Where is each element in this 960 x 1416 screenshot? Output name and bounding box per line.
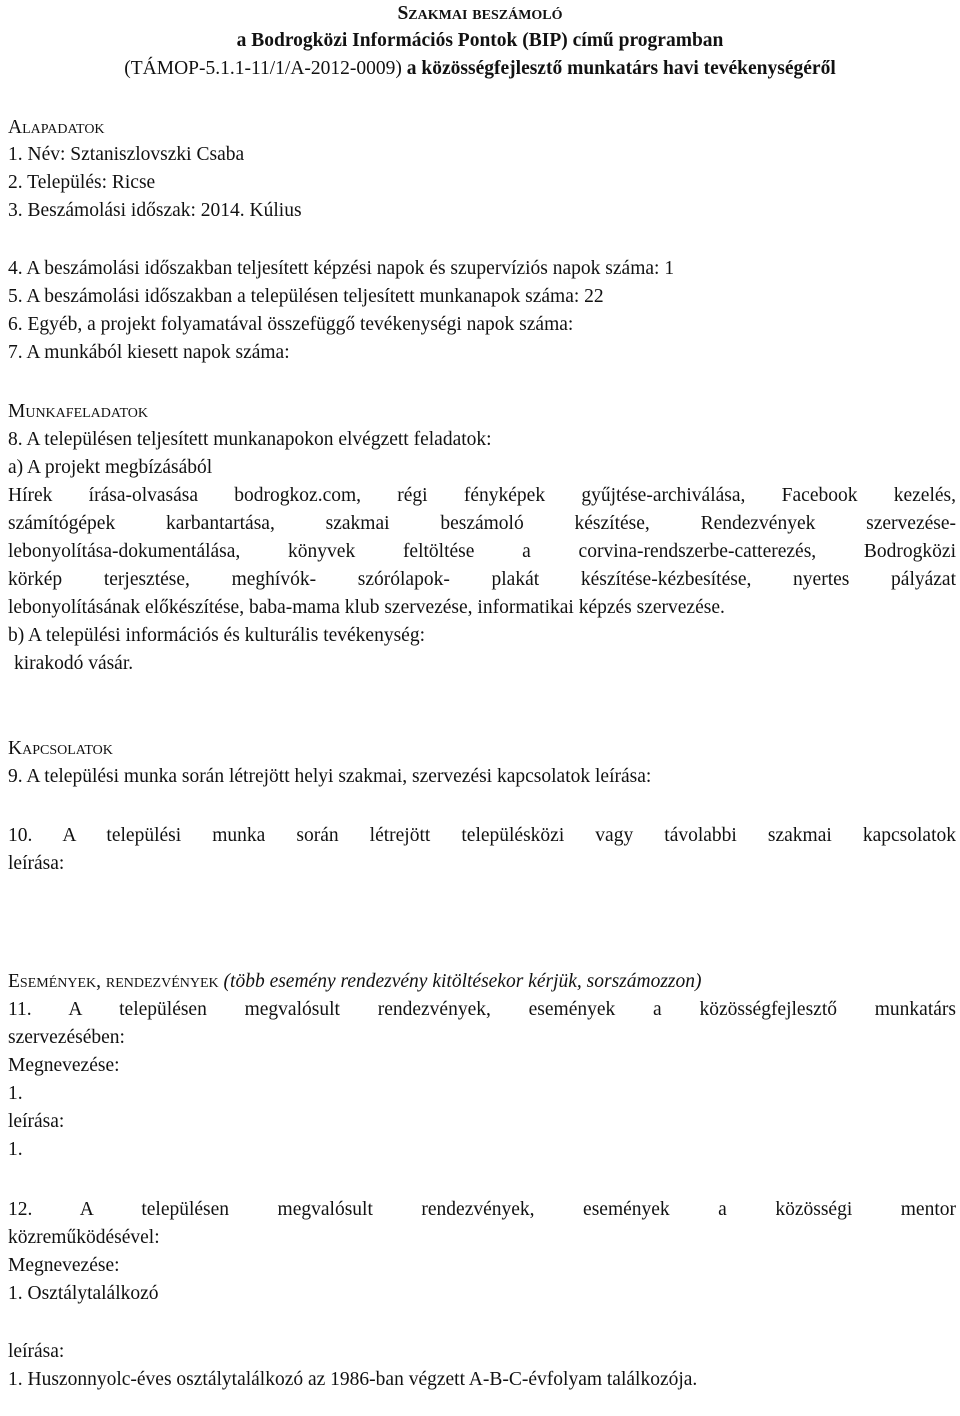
field-nev: 1. Név: Sztaniszlovszki Csaba [8,144,245,165]
task-line: lebonyolításának előkészítése, baba-mama klub szervezése, informatikai képzés szervezése. [8,597,725,618]
subsection-b-value: kirakodó vásár. [14,653,134,674]
question-9: 9. A települési munka során létrejött helyi szakmai, szervezési kapcsolatok leírása: [8,766,652,787]
leiras-label: leírása: [8,1111,65,1132]
document-subtitle-2 [0,55,960,83]
project-code: (TÁMOP-5.1.1-11/1/A-2012-0009) [124,58,402,79]
field-kepzesi-napok: 4. A beszámolási időszakban teljesített képzési napok és szupervíziós napok száma: 1 [8,258,675,279]
megnevezes-label: Megnevezése: [8,1255,120,1276]
subtitle-rest: a közösségfejlesztő munkatárs havi tevékenységéről [401,58,836,79]
field-egyeb-napok: 6. Egyéb, a projekt folyamatával összefüggő tevékenységi napok száma: [8,314,574,335]
subsection-b-label: b) A települési információs és kulturális tevékenység: [8,625,425,646]
question-10: 10. A települési munka során létrejött településközi vagy távolabbi szakmai kapcsolatok [8,825,956,846]
field-telepules: 2. Település: Ricse [8,172,156,193]
section-heading-kapcsolatok: Kapcsolatok [8,738,113,759]
list-item: 1. Huszonnyolc-éves osztálytalálkozó az 1986-ban végzett A-B-C-évfolyam találkozója. [8,1369,698,1390]
esemenyek-title: Események, rendezvények [8,971,219,992]
esemenyek-note: (több esemény rendezvény kitöltésekor kérjük, sorszámozzon) [218,971,702,992]
question-11-cont: szervezésében: [8,1027,125,1048]
list-item: 1. [8,1139,23,1160]
subsection-a-label: a) A projekt megbízásából [8,457,213,478]
list-item: 1. [8,1083,23,1104]
field-munkanapok: 5. A beszámolási időszakban a településen teljesített munkanapok száma: 22 [8,286,604,307]
question-12: 12. A településen megvalósult rendezvények, események a közösségi mentor [8,1199,956,1220]
leiras-label: leírása: [8,1341,65,1362]
question-11: 11. A településen megvalósult rendezvények, események a közösségfejlesztő munkatárs [8,999,956,1020]
task-line: számítógépek karbantartása, szakmai beszámoló készítése, Rendezvények szervezése- [8,513,956,534]
task-line: lebonyolítása-dokumentálása, könyvek feltöltése a corvina-rendszerbe-catterezés, Bodrogközi [8,541,956,562]
list-item: 1. Osztálytalálkozó [8,1283,159,1304]
section-heading-alapadatok: Alapadatok [8,117,105,138]
question-12-cont: közreműködésével: [8,1227,160,1248]
section-heading-munkafeladatok: Munkafeladatok [8,401,148,422]
document-title: Szakmai beszámoló [397,3,563,24]
section-heading-esemenyek [8,968,956,996]
task-line: Hírek írása-olvasása bodrogkoz.com, régi fényképek gyűjtése-archiválása, Facebook kezelés, [8,485,956,506]
field-idoszak: 3. Beszámolási időszak: 2014. Kúlius [8,200,302,221]
megnevezes-label: Megnevezése: [8,1055,120,1076]
task-line: körkép terjesztése, meghívók- szórólapok- plakát készítése-kézbesítése, nyertes pályázat [8,569,956,590]
document-subtitle: a Bodrogközi Információs Pontok (BIP) című programban [236,30,724,51]
field-kiesett-napok: 7. A munkából kiesett napok száma: [8,342,290,363]
question-8: 8. A településen teljesített munkanapokon elvégzett feladatok: [8,429,492,450]
question-10-cont: leírása: [8,853,65,874]
